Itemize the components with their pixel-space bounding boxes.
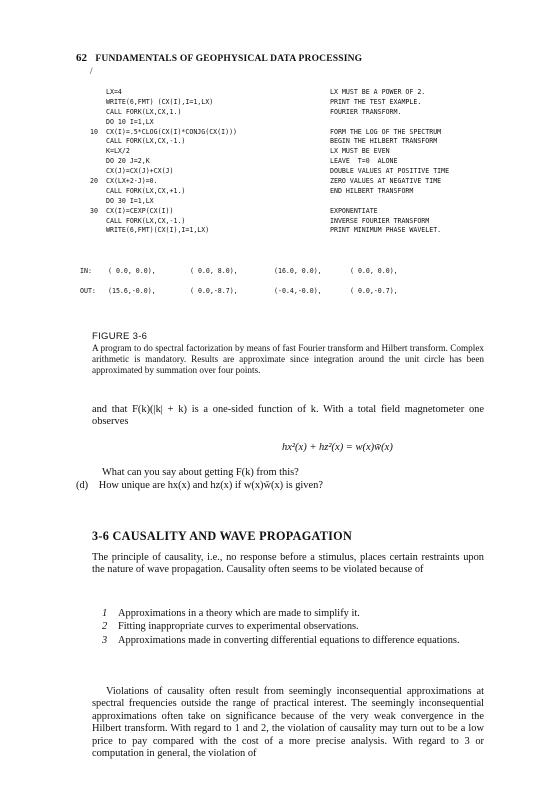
code-line (78, 167, 498, 177)
code-statement: DO 10 I=1,LX (106, 117, 154, 126)
section-heading: 3-6 CAUSALITY AND WAVE PROPAGATION (92, 529, 353, 543)
code-statement: DO 20 J=2,K (106, 157, 150, 166)
code-comment: BEGIN THE HILBERT TRANSFORM (330, 137, 438, 146)
io-in-value: ( 0.0, 0.0), (350, 267, 398, 275)
code-comment: ZERO VALUES AT NEGATIVE TIME (330, 177, 442, 186)
question-label: (d) (76, 480, 89, 491)
code-line (78, 108, 498, 118)
code-line (78, 118, 498, 128)
question-d-text: How unique are hx(x) and hz(x) if w(x)w̄(x) is given? (98, 480, 323, 491)
code-statement: CX(I)=.5*CLOG(CX(I)*CONJG(CX(I))) (106, 127, 238, 136)
list-number: 2 (102, 621, 108, 633)
code-label: 10 (90, 127, 98, 136)
code-statement: CX(J)=CX(J)+CX(J) (106, 167, 174, 176)
figure-title: FIGURE 3-6 (92, 331, 148, 342)
io-in-value: ( 0.0, 8.0), (190, 267, 238, 275)
code-statement: K=LX/2 (106, 147, 130, 156)
code-label: 30 (90, 206, 98, 215)
code-comment: INVERSE FOURIER TRANSFORM (330, 216, 430, 225)
code-label: 20 (90, 177, 98, 186)
fortran-listing (78, 88, 498, 236)
list-item (92, 635, 484, 647)
code-statement: LX=4 (106, 88, 122, 96)
io-out-value: ( 0.0,-0.7), (350, 287, 398, 295)
code-statement: CALL FORK(LX,CX,1.) (106, 107, 182, 116)
intro-paragraph: The principle of causality, i.e., no response before a stimulus, places certain restraints upon the nature of wave propagation. Causality often seems to be violated because of (92, 552, 484, 576)
code-line (78, 177, 498, 187)
paragraph: and that F(k)(|k| + k) is a one-sided function of k. With a total field magnetometer one observes (92, 404, 484, 428)
code-comment: LEAVE T=0 ALONE (330, 157, 398, 166)
question-d (76, 480, 323, 491)
reasons-list (92, 608, 484, 648)
page-number: 62 (76, 52, 87, 64)
code-statement: DO 30 I=1,LX (106, 196, 154, 205)
figure-caption: A program to do spectral factorization by means of fast Fourier transform and Hilbert transform. Complex arithmetic is mandatory. Results are approximate since integration around the unit circle has been approximated by summation over four points. (92, 343, 484, 375)
code-comment: FORM THE LOG OF THE SPECTRUM (330, 127, 442, 136)
code-comment: FOURIER TRANSFORM. (330, 107, 402, 116)
list-item-text: Fitting inappropriate curves to experimental observations. (118, 621, 359, 633)
final-paragraph: Violations of causality often result from seemingly inconsequential approximations at spectral frequencies outside the range of practical interest. The seemingly inconsequential approximations often take on significance because of the very weak convergence in the Hilbert transform. With regard to 1 and 2, the violation of causality may turn out to be a low price to pay compared with the cost of a more precise analysis. With regard to 3 or computation in general, the violation of (92, 686, 484, 760)
io-out-label: OUT: (80, 287, 96, 295)
code-statement: CX(LX+2-J)=0. (106, 177, 158, 186)
code-comment: PRINT THE TEST EXAMPLE. (330, 97, 422, 106)
code-line (78, 88, 498, 98)
question-text: What can you say about getting F(k) from this? (102, 467, 299, 478)
code-line (78, 207, 498, 217)
code-statement: CALL FORK(LX,CX,-1.) (106, 216, 186, 225)
code-statement: WRITE(6,FMT) (CX(I),I=1,LX) (106, 97, 214, 106)
list-item (92, 621, 484, 633)
code-line (78, 98, 498, 108)
code-comment: END HILBERT TRANSFORM (330, 186, 414, 195)
code-comment: LX MUST BE EVEN (330, 147, 390, 156)
list-item (92, 608, 484, 620)
code-statement: WRITE(6,FMT)(CX(I),I=1,LX) (106, 226, 210, 235)
code-line (78, 128, 498, 138)
running-header (76, 52, 362, 64)
io-out-value: ( 0.0,-8.7), (190, 287, 238, 295)
list-number: 3 (102, 634, 108, 646)
running-title: FUNDAMENTALS OF GEOPHYSICAL DATA PROCESSING (95, 54, 363, 64)
list-number: 1 (102, 608, 108, 619)
code-statement: CALL FORK(LX,CX,+1.) (106, 186, 186, 195)
code-line (78, 137, 498, 147)
code-line (78, 217, 498, 227)
code-comment: PRINT MINIMUM PHASE WAVELET. (330, 226, 442, 235)
margin-mark: / (90, 66, 93, 76)
io-in-label: IN: (80, 267, 92, 275)
code-line (78, 147, 498, 157)
code-statement: CX(I)=CEXP(CX(I)) (106, 206, 174, 215)
io-out-value: (15.6,-0.0), (108, 287, 156, 295)
code-line (78, 226, 498, 236)
code-comment: EXPONENTIATE (330, 206, 378, 215)
code-comment: LX MUST BE A POWER OF 2. (330, 88, 426, 96)
code-line (78, 157, 498, 167)
io-in-value: ( 0.0, 0.0), (108, 267, 156, 275)
equation: hx²(x) + hz²(x) = w(x)w̄(x) (282, 442, 393, 453)
io-in-value: (16.0, 0.0), (274, 267, 322, 275)
code-line (78, 197, 498, 207)
code-statement: CALL FORK(LX,CX,-1.) (106, 137, 186, 146)
io-out-value: (-0.4,-0.0), (274, 287, 322, 295)
list-item-text: Approximations made in converting differential equations to difference equations. (118, 634, 460, 646)
code-comment: DOUBLE VALUES AT POSITIVE TIME (330, 167, 450, 176)
code-line (78, 187, 498, 197)
list-item-text: Approximations in a theory which are made to simplify it. (118, 608, 360, 619)
